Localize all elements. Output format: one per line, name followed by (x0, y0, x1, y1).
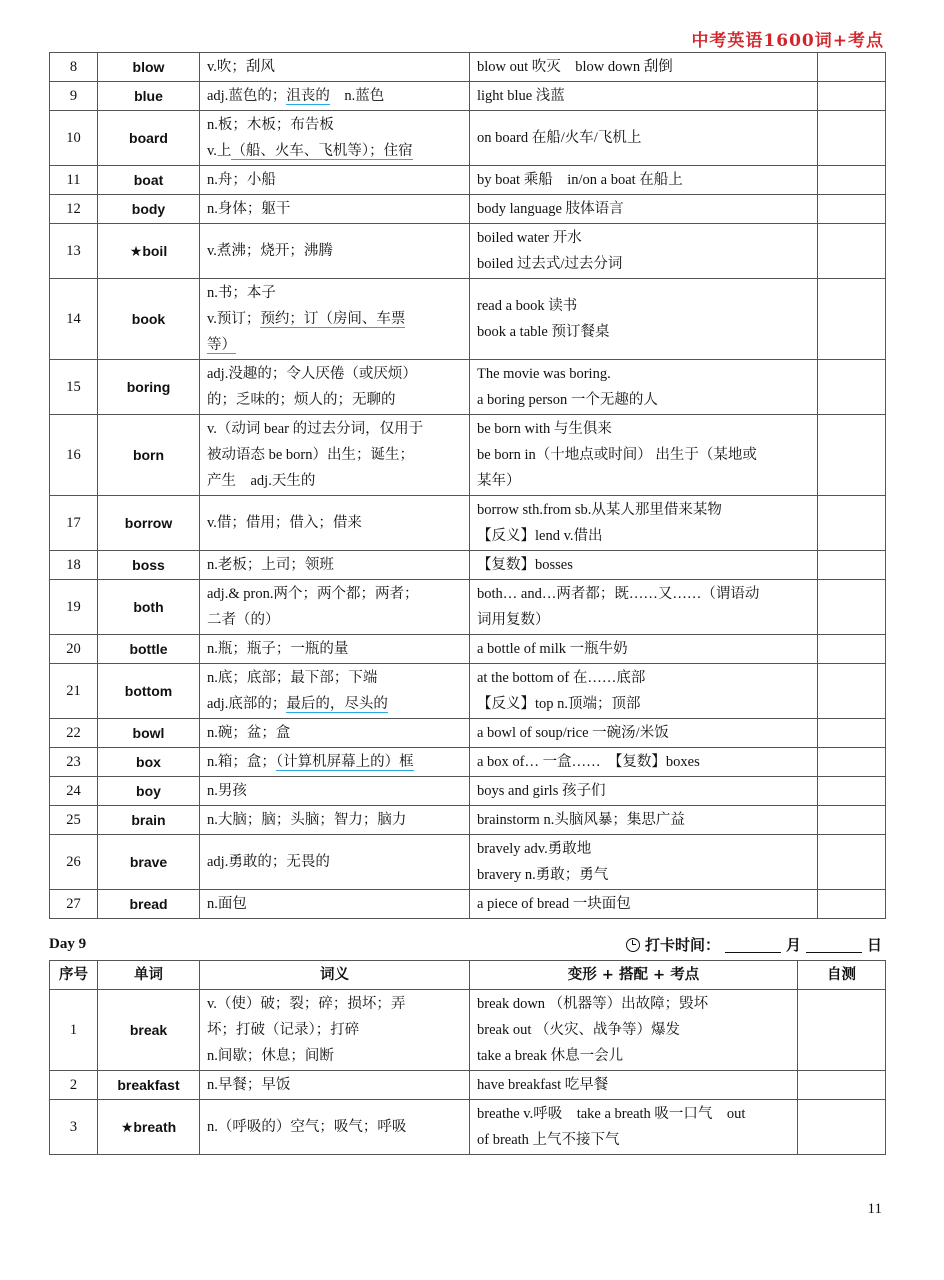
row-number: 24 (50, 777, 98, 806)
usage-line: body language 肢体语言 (477, 201, 624, 217)
usage-line: break down （机器等）出故障；毁坏 (477, 996, 709, 1012)
row-number: 21 (50, 664, 98, 719)
table-row (50, 360, 886, 415)
row-number: 23 (50, 748, 98, 777)
row-self-test[interactable] (818, 551, 886, 580)
row-number: 20 (50, 635, 98, 664)
usage-line: take a break 休息一会儿 (477, 1048, 624, 1064)
row-self-test[interactable] (818, 224, 886, 279)
row-self-test[interactable] (818, 635, 886, 664)
row-usage (470, 890, 818, 919)
table-row (50, 415, 886, 496)
meaning-line: v.（动词 bear 的过去分词，仅用于 (207, 421, 424, 437)
row-number: 2 (50, 1071, 98, 1100)
table-row (50, 719, 886, 748)
usage-line: 【反义】lend v.借出 (477, 528, 603, 544)
table-row (50, 777, 886, 806)
row-self-test[interactable] (818, 166, 886, 195)
usage-line: The movie was boring. (477, 366, 611, 382)
meaning-line: v.借；借用；借入；借来 (207, 515, 362, 531)
usage-line: blow out 吹灭 blow down 刮倒 (477, 59, 673, 75)
meaning-line: n.舟；小船 (207, 172, 276, 188)
row-usage (470, 990, 798, 1071)
usage-line: brainstorm n.头脑风暴；集思广益 (477, 812, 685, 828)
table-row (50, 635, 886, 664)
usage-line: boys and girls 孩子们 (477, 783, 606, 799)
row-usage (470, 580, 818, 635)
meaning-line: 的；乏味的；烦人的；无聊的 (207, 392, 396, 408)
row-meaning (200, 111, 470, 166)
clock-icon (626, 938, 640, 952)
row-meaning (200, 415, 470, 496)
row-word: book (98, 279, 200, 360)
row-usage (470, 279, 818, 360)
row-usage (470, 195, 818, 224)
row-self-test[interactable] (818, 360, 886, 415)
usage-line: 词用复数） (477, 612, 550, 628)
usage-line: book a table 预订餐桌 (477, 324, 610, 340)
row-word: bottle (98, 635, 200, 664)
header-self-test: 自测 (798, 961, 886, 990)
usage-line: 【反义】top n.顶端；顶部 (477, 696, 641, 712)
row-usage (470, 748, 818, 777)
row-self-test[interactable] (818, 53, 886, 82)
usage-line: a piece of bread 一块面包 (477, 896, 631, 912)
meaning-line: 二者（的） (207, 612, 280, 628)
row-meaning (200, 360, 470, 415)
table-row (50, 664, 886, 719)
meaning-line: 产生 adj.天生的 (207, 473, 316, 489)
table-row (50, 1071, 886, 1100)
row-self-test[interactable] (818, 279, 886, 360)
row-self-test[interactable] (798, 1071, 886, 1100)
row-word: bowl (98, 719, 200, 748)
row-word: bottom (98, 664, 200, 719)
header-title: 中考英语1600词+考点 (691, 31, 884, 51)
usage-line: break out （火灾、战争等）爆发 (477, 1022, 680, 1038)
header-no: 序号 (50, 961, 98, 990)
row-number: 11 (50, 166, 98, 195)
meaning-line: n.间歇；休息；间断 (207, 1048, 334, 1064)
table-row (50, 53, 886, 82)
row-usage (470, 835, 818, 890)
row-word: body (98, 195, 200, 224)
table-row (50, 551, 886, 580)
table-row (50, 580, 886, 635)
meaning-line: n.板；木板；布告板 (207, 117, 334, 133)
usage-line: both… and…两者都；既……又……（谓语动 (477, 586, 760, 602)
row-word: ★boil (98, 224, 200, 279)
meaning-line: v.上（船、火车、飞机等）；住宿 (207, 143, 413, 159)
meaning-line: n.面包 (207, 896, 247, 912)
row-self-test[interactable] (818, 777, 886, 806)
row-word: born (98, 415, 200, 496)
meaning-line: 被动语态 be born）出生；诞生； (207, 447, 415, 463)
header-meaning: 词义 (200, 961, 470, 990)
table-row (50, 224, 886, 279)
row-self-test[interactable] (798, 990, 886, 1071)
row-number: 10 (50, 111, 98, 166)
row-word: break (98, 990, 200, 1071)
meaning-line: n.男孩 (207, 783, 247, 799)
row-self-test[interactable] (818, 580, 886, 635)
usage-line: boiled water 开水 (477, 230, 582, 246)
row-meaning (200, 580, 470, 635)
usage-line: breathe v.呼吸 take a breath 吸一口气 out (477, 1106, 746, 1122)
row-word: breakfast (98, 1071, 200, 1100)
row-number: 15 (50, 360, 98, 415)
table-row (50, 111, 886, 166)
usage-line: of breath 上气不接下气 (477, 1132, 620, 1148)
row-self-test[interactable] (818, 496, 886, 551)
row-number: 27 (50, 890, 98, 919)
meaning-line: adj.& pron.两个；两个都；两者； (207, 586, 419, 602)
meaning-line: n.老板；上司；领班 (207, 557, 334, 573)
meaning-line: n.瓶；瓶子；一瓶的量 (207, 641, 349, 657)
usage-line: be born in（十地点或时间） 出生于（某地或 (477, 447, 757, 463)
day-unit-label: 日 (866, 936, 882, 954)
meaning-line: n.身体；躯干 (207, 201, 291, 217)
usage-line: be born with 与生俱来 (477, 421, 612, 437)
meaning-line: n.早餐；早饭 (207, 1077, 291, 1093)
table-row (50, 748, 886, 777)
table-row (50, 990, 886, 1071)
meaning-line: adj.没趣的；令人厌倦（或厌烦） (207, 366, 417, 382)
vocab-table-day9 (49, 960, 886, 1155)
row-usage (470, 415, 818, 496)
row-self-test[interactable] (818, 415, 886, 496)
vocab-table-day8 (49, 52, 886, 919)
row-usage (470, 360, 818, 415)
row-meaning (200, 195, 470, 224)
row-word: brain (98, 806, 200, 835)
usage-line: 某年） (477, 473, 521, 489)
checkin-label: 打卡时间： (644, 936, 720, 954)
row-number: 22 (50, 719, 98, 748)
row-usage (470, 496, 818, 551)
row-usage (470, 82, 818, 111)
row-self-test[interactable] (798, 1100, 886, 1155)
month-blank[interactable] (725, 936, 781, 953)
usage-line: bravely adv.勇敢地 (477, 841, 592, 857)
meaning-line: v.煮沸；烧开；沸腾 (207, 243, 333, 259)
row-meaning (200, 990, 470, 1071)
usage-line: by boat 乘船 in/on a boat 在船上 (477, 172, 683, 188)
row-number: 17 (50, 496, 98, 551)
row-usage (470, 777, 818, 806)
row-meaning (200, 279, 470, 360)
usage-line: a boring person 一个无趣的人 (477, 392, 658, 408)
table-row (50, 166, 886, 195)
row-number: 3 (50, 1100, 98, 1155)
meaning-line: 坏；打破（记录）；打碎 (207, 1022, 360, 1038)
row-word: bread (98, 890, 200, 919)
row-meaning (200, 806, 470, 835)
row-number: 8 (50, 53, 98, 82)
usage-line: bravery n.勇敢；勇气 (477, 867, 609, 883)
meaning-line: 等） (207, 337, 236, 353)
row-meaning (200, 1071, 470, 1100)
row-number: 12 (50, 195, 98, 224)
checkin-time (626, 934, 882, 955)
table-header-row (50, 961, 886, 990)
row-self-test[interactable] (818, 835, 886, 890)
usage-line: boiled 过去式/过去分词 (477, 256, 623, 272)
usage-line: at the bottom of 在……底部 (477, 670, 646, 686)
meaning-line: v.吹；刮风 (207, 59, 275, 75)
header-word: 单词 (98, 961, 200, 990)
usage-line: light blue 浅蓝 (477, 88, 565, 104)
row-word: brave (98, 835, 200, 890)
row-self-test[interactable] (818, 82, 886, 111)
meaning-line: n.书；本子 (207, 285, 276, 301)
row-meaning (200, 835, 470, 890)
row-meaning (200, 664, 470, 719)
meaning-line: v.预订；预约；订（房间、车票 (207, 311, 406, 327)
row-meaning (200, 635, 470, 664)
table-row (50, 1100, 886, 1155)
table-row (50, 195, 886, 224)
usage-line: borrow sth.from sb.从某人那里借来某物 (477, 502, 722, 518)
table-row (50, 890, 886, 919)
row-word: both (98, 580, 200, 635)
day-label: Day 9 (49, 936, 87, 952)
header-usage: 变形 + 搭配 + 考点 (470, 961, 798, 990)
meaning-line: n.大脑；脑；头脑；智力；脑力 (207, 812, 407, 828)
row-usage (470, 719, 818, 748)
row-number: 13 (50, 224, 98, 279)
row-usage (470, 806, 818, 835)
row-usage (470, 224, 818, 279)
table-row (50, 279, 886, 360)
usage-line: a bottle of milk 一瓶牛奶 (477, 641, 628, 657)
row-meaning (200, 496, 470, 551)
usage-line: have breakfast 吃早餐 (477, 1077, 609, 1093)
table-row (50, 806, 886, 835)
row-word: board (98, 111, 200, 166)
row-number: 9 (50, 82, 98, 111)
meaning-line: n.底；底部；最下部；下端 (207, 670, 378, 686)
month-label: 月 (785, 936, 801, 954)
row-word: boring (98, 360, 200, 415)
day-blank[interactable] (806, 936, 862, 953)
usage-line: a bowl of soup/rice 一碗汤/米饭 (477, 725, 669, 741)
row-self-test[interactable] (818, 111, 886, 166)
row-meaning (200, 890, 470, 919)
row-number: 25 (50, 806, 98, 835)
row-number: 1 (50, 990, 98, 1071)
row-usage (470, 664, 818, 719)
usage-line: read a book 读书 (477, 298, 578, 314)
row-word: blow (98, 53, 200, 82)
meaning-line: adj.蓝色的；沮丧的 n.蓝色 (207, 88, 385, 104)
row-meaning (200, 53, 470, 82)
row-word: ★breath (98, 1100, 200, 1155)
table-row (50, 82, 886, 111)
row-usage (470, 53, 818, 82)
row-usage (470, 166, 818, 195)
row-number: 26 (50, 835, 98, 890)
row-word: borrow (98, 496, 200, 551)
meaning-line: v.（使）破；裂；碎；损坏；弄 (207, 996, 406, 1012)
row-self-test[interactable] (818, 664, 886, 719)
row-self-test[interactable] (818, 806, 886, 835)
row-word: box (98, 748, 200, 777)
meaning-line: n.箱；盒；（计算机屏幕上的）框 (207, 754, 414, 770)
row-usage (470, 551, 818, 580)
row-meaning (200, 748, 470, 777)
row-self-test[interactable] (818, 890, 886, 919)
row-number: 16 (50, 415, 98, 496)
usage-line: on board 在船/火车/飞机上 (477, 130, 642, 146)
row-word: boy (98, 777, 200, 806)
usage-line: 【复数】bosses (477, 557, 573, 573)
row-meaning (200, 719, 470, 748)
row-meaning (200, 224, 470, 279)
row-usage (470, 1100, 798, 1155)
row-meaning (200, 551, 470, 580)
row-meaning (200, 1100, 470, 1155)
table-row (50, 496, 886, 551)
meaning-line: n.（呼吸的）空气；吸气；呼吸 (207, 1119, 407, 1135)
row-meaning (200, 777, 470, 806)
row-usage (470, 111, 818, 166)
row-number: 14 (50, 279, 98, 360)
row-word: blue (98, 82, 200, 111)
meaning-line: adj.勇敢的；无畏的 (207, 854, 330, 870)
row-meaning (200, 166, 470, 195)
row-self-test[interactable] (818, 719, 886, 748)
row-number: 18 (50, 551, 98, 580)
row-self-test[interactable] (818, 748, 886, 777)
table-row (50, 835, 886, 890)
meaning-line: n.碗；盆；盒 (207, 725, 291, 741)
meaning-line: adj.底部的；最后的，尽头的 (207, 696, 388, 712)
row-self-test[interactable] (818, 195, 886, 224)
row-usage (470, 635, 818, 664)
row-usage (470, 1071, 798, 1100)
row-word: boat (98, 166, 200, 195)
page-number: 11 (867, 1201, 882, 1217)
row-word: boss (98, 551, 200, 580)
row-number: 19 (50, 580, 98, 635)
row-meaning (200, 82, 470, 111)
usage-line: a box of… 一盒…… 【复数】boxes (477, 754, 700, 770)
